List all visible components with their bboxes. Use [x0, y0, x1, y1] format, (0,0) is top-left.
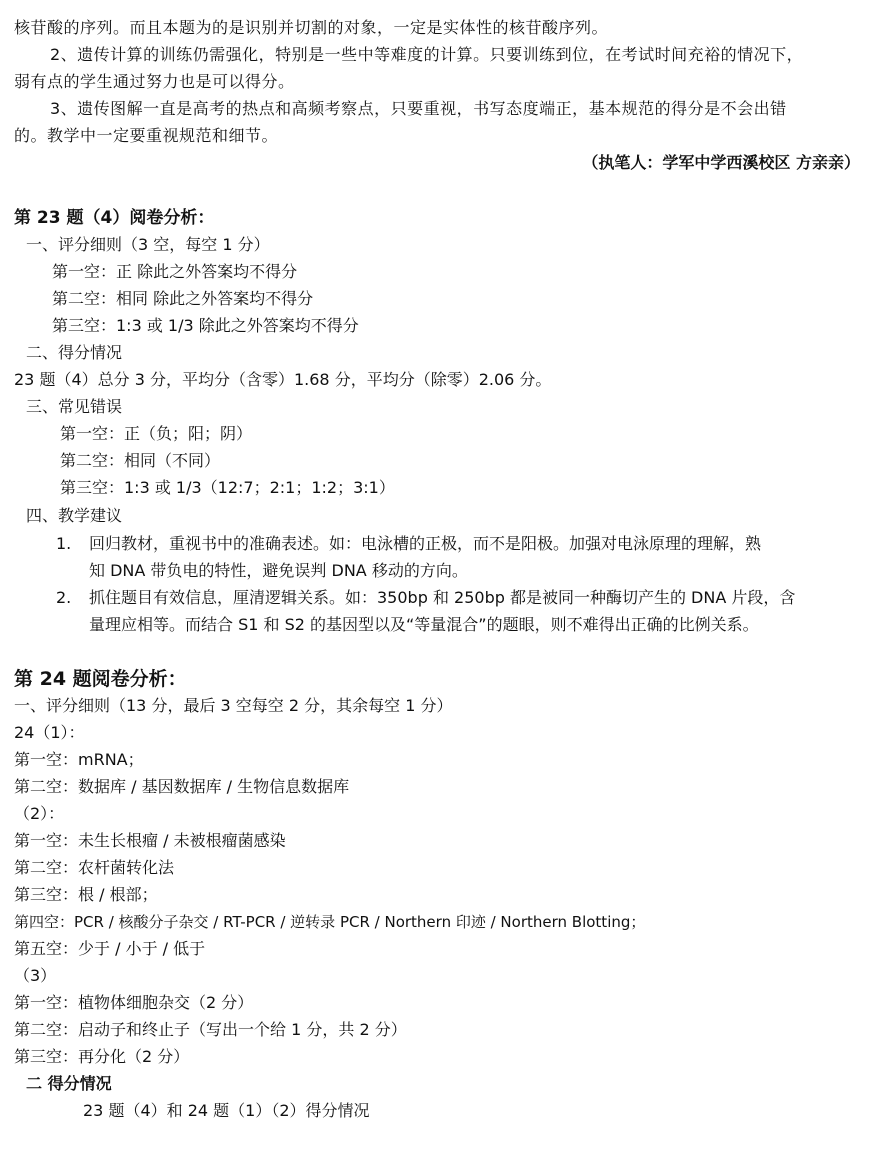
- author-signature: （执笔人：学军中学西溪校区 方亲亲）: [582, 153, 860, 172]
- advice-1-line-2: 知 DNA 带负电的特性，避免误判 DNA 移动的方向。: [89, 561, 468, 580]
- paragraph-2-line-2: 弱有点的学生通过努力也是可以得分。: [14, 72, 295, 91]
- q23-error-blank-1: 第一空：正（负；阳；阴）: [60, 424, 253, 443]
- advice-1-number: 1.: [56, 534, 72, 553]
- q23-rule-blank-1: 第一空：正 除此之外答案均不得分: [52, 262, 298, 281]
- advice-2-line-2: 量理应相等。而结合 S1 和 S2 的基因型以及“等量混合”的题眼，则不难得出正确的比例关系。: [89, 615, 759, 634]
- q23-teaching-advice-heading: 四、教学建议: [26, 506, 123, 525]
- q24-p1-blank-1: 第一空：mRNA；: [14, 750, 144, 769]
- paragraph-2-line-1: 2、遗传计算的训练仍需强化，特别是一些中等难度的计算。只要训练到位，在考试时间充裕的情况下，: [50, 45, 804, 64]
- advice-1-line-1: 回归教材，重视书中的准确表述。如：电泳槽的正极，而不是阳极。加强对电泳原理的理解，熟: [89, 534, 762, 553]
- q24-score-caption: 23 题（4）和 24 题（1）（2）得分情况: [83, 1101, 370, 1120]
- q23-rule-blank-3: 第三空：1:3 或 1/3 除此之外答案均不得分: [52, 316, 359, 335]
- q23-rule-blank-2: 第二空：相同 除此之外答案均不得分: [52, 289, 314, 308]
- q24-p3-blank-1: 第一空：植物体细胞杂交（2 分）: [14, 993, 254, 1012]
- q24-p2-blank-5: 第五空：少于 / 小于 / 低于: [14, 939, 206, 958]
- paragraph-3-line-1: 3、遗传图解一直是高考的热点和高频考察点，只要重视，书写态度端正，基本规范的得分是不会出错: [50, 99, 787, 118]
- q23-error-blank-2: 第二空：相同（不同）: [60, 451, 221, 470]
- q23-common-errors-heading: 三、常见错误: [26, 397, 123, 416]
- q24-p2-blank-2: 第二空：农杆菌转化法: [14, 858, 175, 877]
- q24-p3-blank-3: 第三空：再分化（2 分）: [14, 1047, 190, 1066]
- q24-p2-blank-1: 第一空：未生长根瘤 / 未被根瘤菌感染: [14, 831, 286, 850]
- q24-scoring-rules-heading: 一、评分细则（13 分，最后 3 空每空 2 分，其余每空 1 分）: [14, 696, 453, 715]
- q23-scoring-rules-heading: 一、评分细则（3 空，每空 1 分）: [26, 235, 270, 254]
- advice-2-line-1: 抓住题目有效信息，厘清逻辑关系。如：350bp 和 250bp 都是被同一种酶切产生的 DNA 片段，含: [89, 588, 796, 607]
- paragraph-1-continuation: 核苷酸的序列。而且本题为的是识别并切割的对象，一定是实体性的核苷酸序列。: [14, 18, 609, 37]
- q24-p2-blank-3: 第三空：根 / 根部；: [14, 885, 158, 904]
- q24-p2-blank-4: 第四空：PCR / 核酸分子杂交 / RT-PCR / 逆转录 PCR / Northern 印迹 / Northern Blotting；: [14, 913, 646, 931]
- q24-p1-blank-2: 第二空：数据库 / 基因数据库 / 生物信息数据库: [14, 777, 350, 796]
- q23-score-summary: 23 题（4）总分 3 分，平均分（含零）1.68 分，平均分（除零）2.06 分。: [14, 370, 552, 389]
- q23-title: 第 23 题（4）阅卷分析：: [14, 208, 215, 228]
- q24-part-3-label: （3）: [14, 966, 57, 985]
- q23-error-blank-3: 第三空：1:3 或 1/3（12:7；2:1；1:2；3:1）: [60, 478, 395, 497]
- q24-title: 第 24 题阅卷分析：: [14, 668, 187, 690]
- q24-p3-blank-2: 第二空：启动子和终止子（写出一个给 1 分，共 2 分）: [14, 1020, 407, 1039]
- q24-part-2-label: （2）：: [14, 804, 65, 823]
- advice-2-number: 2.: [56, 588, 72, 607]
- paragraph-3-line-2: 的。教学中一定要重视规范和细节。: [14, 126, 279, 145]
- q24-part-1-label: 24（1）：: [14, 723, 85, 742]
- q24-score-heading: 二 得分情况: [26, 1074, 112, 1093]
- q23-score-heading: 二、得分情况: [26, 343, 123, 362]
